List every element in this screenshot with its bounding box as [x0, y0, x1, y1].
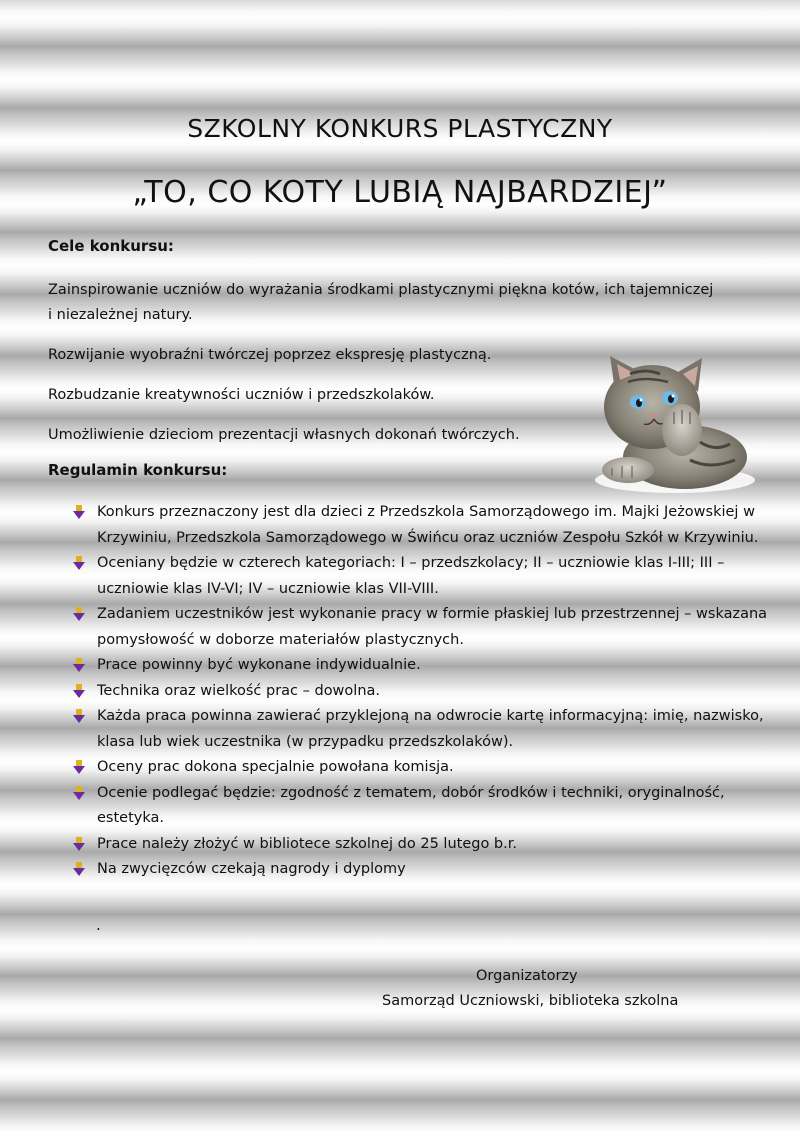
arrow-bullet-icon — [73, 607, 85, 621]
arrow-bullet-icon — [73, 684, 85, 698]
rule-item: Ocenie podlegać będzie: zgodność z tematem, dobór środków i techniki, oryginalność, estetyka. — [70, 781, 770, 832]
goal-item-3: Rozbudzanie kreatywności uczniów i przedszkolaków. — [48, 387, 435, 403]
arrow-bullet-icon — [73, 786, 85, 800]
rule-item: Oceniany będzie w czterech kategoriach: I – przedszkolacy; II – uczniowie klas I-III; III – uczniowie klas IV-VI; IV – uczniowie klas VII-VIII. — [70, 551, 770, 602]
goal-item-2: Rozwijanie wyobraźni twórczej poprzez ekspresję plastyczną. — [48, 347, 492, 363]
arrow-bullet-icon — [73, 658, 85, 672]
rule-item: Prace powinny być wykonane indywidualnie. — [70, 653, 770, 679]
rule-item: Oceny prac dokona specjalnie powołana komisja. — [70, 755, 770, 781]
rule-item: Zadaniem uczestników jest wykonanie pracy w formie płaskiej lub przestrzennej – wskazana pomysłowość w doborze materiałów plastycznych. — [70, 602, 770, 653]
poster-title: SZKOLNY KONKURS PLASTYCZNY — [187, 114, 613, 143]
goals-heading: Cele konkursu: — [48, 237, 174, 255]
goal-item-1b: i niezależnej natury. — [48, 307, 193, 323]
arrow-bullet-icon — [73, 556, 85, 570]
rule-item: Technika oraz wielkość prac – dowolna. — [70, 679, 770, 705]
signature-organizers: Samorząd Uczniowski, biblioteka szkolna — [382, 993, 679, 1009]
rule-item: Konkurs przeznaczony jest dla dzieci z Przedszkola Samorządowego im. Majki Jeżowskiej w Krzywiniu, Przedszkola Samorządowego w Świńcu oraz uczniów Zespołu Szkół w Krzywiniu. — [70, 500, 770, 551]
rules-list — [70, 500, 770, 883]
trailing-dot: . — [96, 916, 101, 934]
arrow-bullet-icon — [73, 837, 85, 851]
rules-heading: Regulamin konkursu: — [48, 461, 228, 479]
poster-subtitle: „TO, CO KOTY LUBIĄ NAJBARDZIEJ” — [132, 175, 668, 210]
arrow-bullet-icon — [73, 760, 85, 774]
arrow-bullet-icon — [73, 709, 85, 723]
arrow-bullet-icon — [73, 505, 85, 519]
rule-item: Prace należy złożyć w bibliotece szkolnej do 25 lutego b.r. — [70, 832, 770, 858]
goal-item-1a: Zainspirowanie uczniów do wyrażania środkami plastycznymi piękna kotów, ich tajemniczej — [48, 282, 714, 298]
kitten-image — [590, 352, 760, 497]
goal-item-4: Umożliwienie dzieciom prezentacji własnych dokonań twórczych. — [48, 427, 520, 443]
rule-item: Na zwycięzców czekają nagrody i dyplomy — [70, 857, 770, 883]
rule-item: Każda praca powinna zawierać przyklejoną na odwrocie kartę informacyjną: imię, nazwisko, klasa lub wiek uczestnika (w przypadku przedszkolaków). — [70, 704, 770, 755]
arrow-bullet-icon — [73, 862, 85, 876]
signature-label: Organizatorzy — [476, 968, 578, 984]
